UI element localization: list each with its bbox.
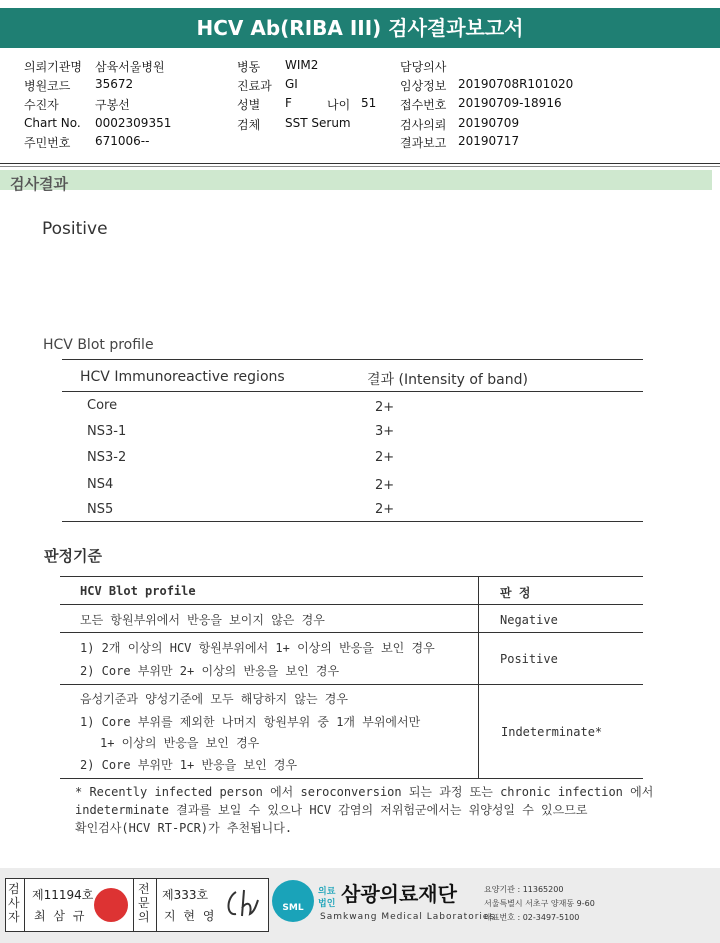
org-prefix: 법인	[318, 899, 336, 909]
section-bar	[0, 170, 712, 190]
clinical-label: 임상정보	[400, 79, 447, 93]
criteria-col-profile: HCV Blot profile	[80, 584, 196, 598]
criteria-text: 2) Core 부위만 1+ 반응을 보인 경우	[80, 758, 298, 772]
ward-label: 병동	[237, 60, 261, 74]
signature-mark	[222, 886, 262, 922]
table-rule	[62, 521, 643, 522]
criteria-title: 판정기준	[44, 547, 102, 565]
sig-divider	[24, 878, 25, 932]
table-rule	[60, 632, 643, 633]
doctor-label: 담당의사	[400, 60, 447, 74]
age-label: 나이	[327, 98, 351, 112]
org-logo: SML	[272, 880, 314, 922]
examiner-no: 제11194호	[32, 888, 94, 902]
reception-label: 접수번호	[400, 98, 447, 112]
clinical-value: 20190708R101020	[458, 77, 574, 91]
criteria-col-judge: 판 정	[500, 586, 531, 600]
report-date-value: 20190717	[458, 134, 520, 148]
table-rule	[60, 684, 643, 685]
dept-value: GI	[285, 77, 298, 91]
report-title: HCV Ab(RIBA III) 검사결과보고서	[0, 8, 720, 48]
footnote-line: 확인검사(HCV RT-PCR)가 추천됩니다.	[75, 821, 293, 835]
chart-label: Chart No.	[24, 116, 81, 130]
criteria-text: 2) Core 부위만 2+ 이상의 반응을 보인 경우	[80, 664, 340, 678]
org-prefix: 의료	[318, 887, 336, 897]
criteria-judgement: Negative	[500, 613, 558, 627]
reception-value: 20190709-18916	[458, 96, 562, 110]
seal-stamp	[94, 888, 128, 922]
section-title: 검사결과	[10, 175, 68, 193]
criteria-text: 음성기준과 양성기준에 모두 해당하지 않는 경우	[80, 692, 348, 706]
report-date-label: 결과보고	[400, 136, 447, 150]
org-code: 요양기관 : 11365200	[484, 885, 564, 894]
rrn-value: 671006--	[95, 134, 150, 148]
criteria-text: 1+ 이상의 반응을 보인 경우	[100, 736, 260, 750]
org-english-name: Samkwang Medical Laboratories	[320, 912, 496, 922]
chart-value: 0002309351	[95, 116, 172, 130]
blot-col-intensity: 결과 (Intensity of band)	[367, 372, 528, 388]
examiner-name: 최 삼 규	[34, 909, 87, 923]
request-value: 20190709	[458, 116, 520, 130]
specialist-label: 전문의	[138, 882, 150, 924]
org-phone: 대표번호 : 02-3497-5100	[484, 913, 580, 922]
hospital-code-value: 35672	[95, 77, 134, 91]
blot-region: NS5	[87, 502, 114, 517]
patient-label: 수진자	[24, 98, 59, 112]
blot-region: NS3-2	[87, 450, 127, 465]
blot-intensity: 2+	[375, 450, 395, 465]
criteria-text: 1) Core 부위를 제외한 나머지 항원부위 중 1개 부위에서만	[80, 715, 421, 729]
blot-region: NS4	[87, 477, 114, 492]
blot-title: HCV Blot profile	[43, 337, 154, 353]
blot-region: NS3-1	[87, 424, 127, 439]
table-rule	[62, 391, 643, 392]
patient-value: 구봉선	[95, 98, 130, 112]
footnote-line: * Recently infected person 에서 seroconversion 되는 과정 또는 chronic infection 에서	[75, 785, 654, 799]
table-rule	[60, 576, 643, 577]
institution-value: 삼육서울병원	[95, 60, 165, 74]
criteria-judgement: Indeterminate*	[501, 725, 603, 739]
criteria-judgement: Positive	[500, 652, 558, 666]
blot-region: Core	[87, 398, 118, 413]
blot-intensity: 2+	[375, 400, 395, 415]
blot-col-region: HCV Immunoreactive regions	[80, 369, 285, 385]
sig-divider	[156, 878, 157, 932]
divider	[0, 166, 720, 167]
blot-intensity: 2+	[375, 478, 395, 493]
table-rule	[60, 604, 643, 605]
age-value: 51	[361, 96, 377, 110]
dept-label: 진료과	[237, 79, 272, 93]
examiner-label: 검사자	[8, 882, 20, 924]
criteria-text: 모든 항원부위에서 반응을 보이지 않은 경우	[80, 613, 325, 627]
sig-divider	[133, 878, 134, 932]
ward-value: WIM2	[285, 58, 319, 72]
hospital-code-label: 병원코드	[24, 79, 71, 93]
footnote-line: indeterminate 결과를 보일 수 있으나 HCV 감염의 저위험군에서는 위양성일 수 있으므로	[75, 803, 588, 817]
table-rule	[62, 359, 643, 360]
institution-label: 의뢰기관명	[24, 60, 82, 74]
specialist-no: 제333호	[162, 888, 209, 902]
sex-value: F	[285, 96, 292, 110]
specimen-value: SST Serum	[285, 116, 351, 130]
criteria-text: 1) 2개 이상의 HCV 항원부위에서 1+ 이상의 반응을 보인 경우	[80, 641, 435, 655]
divider	[0, 163, 720, 164]
blot-intensity: 2+	[375, 502, 395, 517]
rrn-label: 주민번호	[24, 136, 71, 150]
blot-intensity: 3+	[375, 424, 395, 439]
result-value: Positive	[42, 219, 108, 239]
request-label: 검사의뢰	[400, 118, 447, 132]
org-name: 삼광의료재단	[341, 882, 457, 906]
org-address: 서울특별시 서초구 양재동 9-60	[484, 899, 595, 908]
specimen-label: 검체	[237, 118, 261, 132]
specialist-name: 지 현 영	[164, 909, 217, 923]
table-divider	[478, 576, 479, 778]
sex-label: 성별	[237, 98, 261, 112]
table-rule	[60, 778, 643, 779]
